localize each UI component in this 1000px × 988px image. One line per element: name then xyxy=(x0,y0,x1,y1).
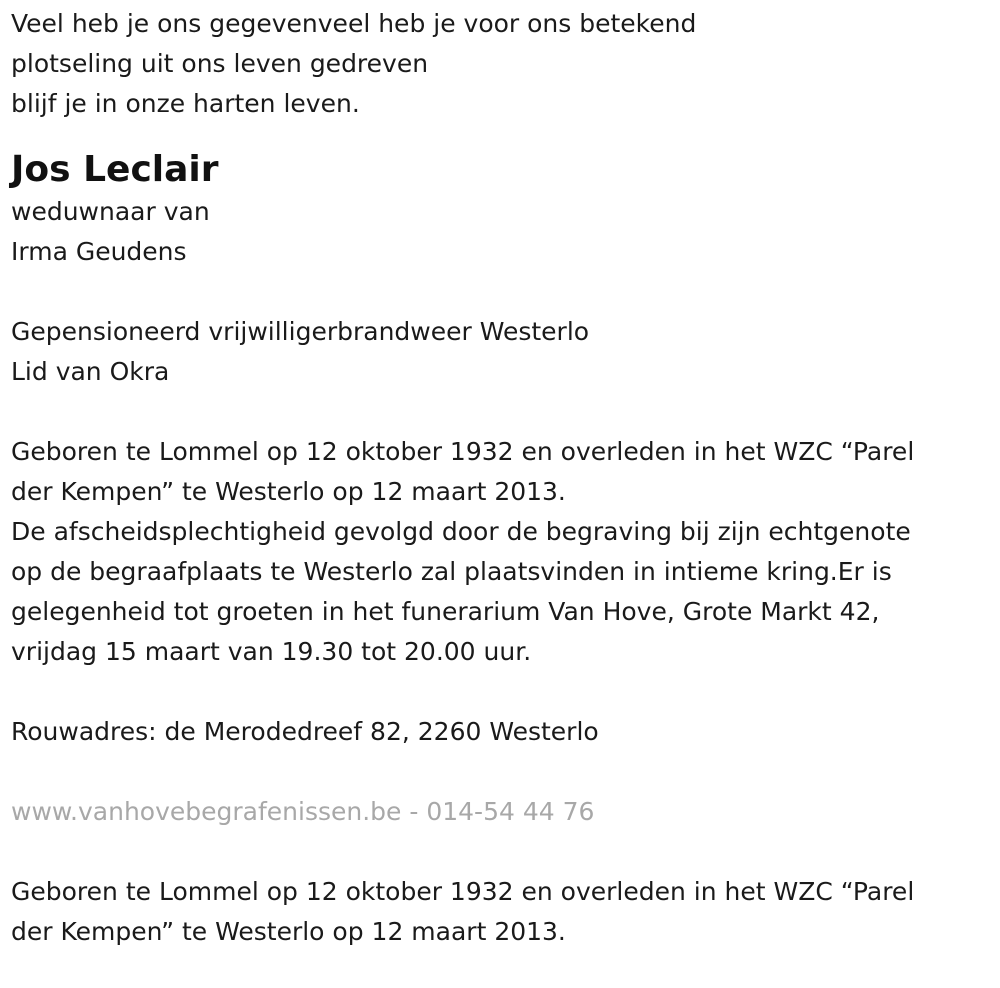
announcement-line: vrijdag 15 maart van 19.30 tot 20.00 uur. xyxy=(11,637,532,666)
announcement-line: De afscheidsplechtigheid gevolgd door de begraving bij zijn echtgenote xyxy=(11,517,911,546)
funeral-home-contact: www.vanhovebegrafenissen.be - 014-54 44 76 xyxy=(11,797,595,826)
announcement-line: Geboren te Lommel op 12 oktober 1932 en overleden in het WZC “Parel xyxy=(11,437,915,466)
announcement-line: gelegenheid tot groeten in het funerarium Van Hove, Grote Markt 42, xyxy=(11,597,880,626)
roles xyxy=(11,312,991,392)
announcement xyxy=(11,432,991,672)
mourning-address: Rouwadres: de Merodedreef 82, 2260 Westerlo xyxy=(11,717,599,746)
announcement-line: op de begraafplaats te Westerlo zal plaatsvinden in intieme kring.Er is xyxy=(11,557,892,586)
announcement-line: der Kempen” te Westerlo op 12 maart 2013. xyxy=(11,477,566,506)
role-line: Gepensioneerd vrijwilligerbrandweer Westerlo xyxy=(11,317,590,346)
poem xyxy=(11,4,991,124)
role-line: Lid van Okra xyxy=(11,357,170,386)
announcement-repeat xyxy=(11,872,991,952)
poem-line: plotseling uit ons leven gedreven xyxy=(11,49,429,78)
announcement-line: der Kempen” te Westerlo op 12 maart 2013. xyxy=(11,917,566,946)
poem-line: Veel heb je ons gegevenveel heb je voor ons betekend xyxy=(11,9,697,38)
spouse-name: Irma Geudens xyxy=(11,237,187,266)
spouse-intro: weduwnaar van xyxy=(11,197,210,226)
poem-line: blijf je in onze harten leven. xyxy=(11,89,360,118)
announcement-line: Geboren te Lommel op 12 oktober 1932 en overleden in het WZC “Parel xyxy=(11,877,915,906)
obituary-notice xyxy=(11,4,991,952)
deceased-name: Jos Leclair xyxy=(11,149,219,190)
